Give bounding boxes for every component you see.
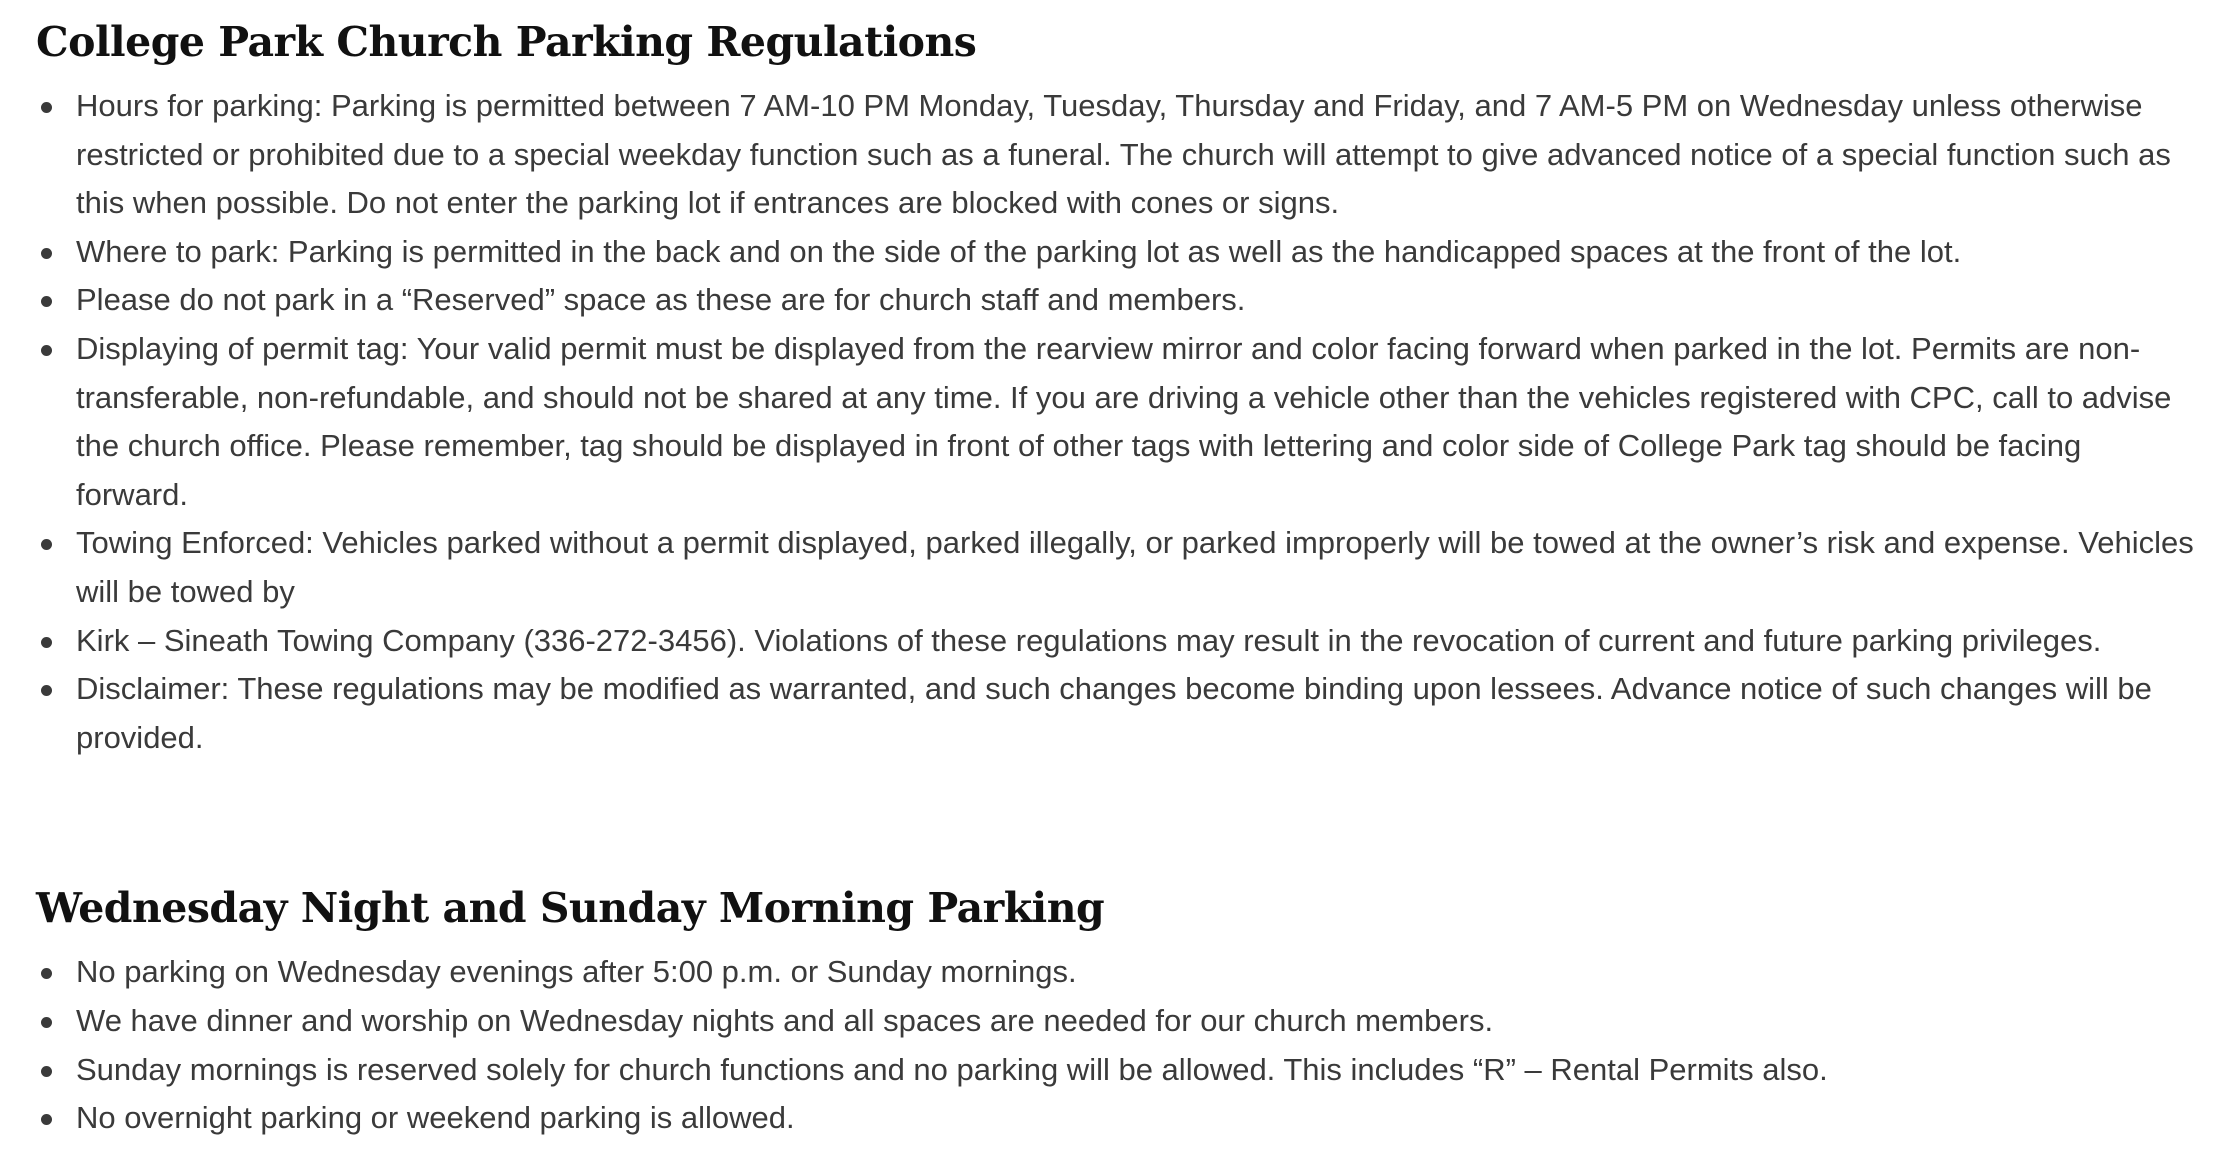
bullet-icon <box>41 1066 52 1077</box>
list-item <box>36 948 2196 997</box>
bullet-icon <box>41 637 52 648</box>
bullet-icon <box>41 1114 52 1125</box>
list-item <box>36 519 2196 616</box>
list-item-text: No parking on Wednesday evenings after 5:00 p.m. or Sunday mornings. <box>76 954 1077 990</box>
list-item-text: Towing Enforced: Vehicles parked without a permit displayed, parked illegally, or parked improperly will be towed at the owner’s risk and expense. Vehicles will be towed by <box>76 525 2194 609</box>
bullet-icon <box>41 296 52 307</box>
bullet-icon <box>41 968 52 979</box>
section-title-wednesday-sunday-parking: Wednesday Night and Sunday Morning Parking <box>36 884 1105 933</box>
bullet-icon <box>41 1017 52 1028</box>
list-item-text: We have dinner and worship on Wednesday nights and all spaces are needed for our church members. <box>76 1002 1494 1038</box>
list-item-text: Where to park: Parking is permitted in the back and on the side of the parking lot as well as the handicapped spaces at the front of the lot. <box>76 233 1962 269</box>
list-item <box>36 276 2196 325</box>
list-item-text: Sunday mornings is reserved solely for church functions and no parking will be allowed. This includes “R” – Rental Permits also. <box>76 1051 1828 1087</box>
list-item-text: Hours for parking: Parking is permitted between 7 AM-10 PM Monday, Tuesday, Thursday and Friday, and 7 AM-5 PM on Wednesday unless otherwise restricted or prohibited due to a special weekday function such as a funeral. The church will attempt to give advanced notice of a special function such as this when possible. Do not enter the parking lot if entrances are blocked with cones or signs. <box>76 88 2171 221</box>
list-item <box>36 228 2196 277</box>
list-item-text: Disclaimer: These regulations may be modified as warranted, and such changes become binding upon lessees. Advance notice of such changes will be provided. <box>76 671 2152 755</box>
list-item <box>36 617 2196 666</box>
section-title-parking-regulations: College Park Church Parking Regulations <box>36 18 977 66</box>
list-item-text: No overnight parking or weekend parking is allowed. <box>76 1100 795 1136</box>
list-item-text: Kirk – Sineath Towing Company (336-272-3456). Violations of these regulations may result in the revocation of current and future parking privileges. <box>76 622 2102 658</box>
list-item <box>36 82 2196 228</box>
list-item-text: Displaying of permit tag: Your valid permit must be displayed from the rearview mirror and color facing forward when parked in the lot. Permits are non-transferable, non-refundable, and should not be shared at any time. If you are driving a vehicle other than the vehicles registered with CPC, call to advise the church office. Please remember, tag should be displayed in front of other tags with lettering and color side of College Park tag should be facing forward. <box>76 330 2172 512</box>
list-item <box>36 325 2196 519</box>
bullet-icon <box>41 102 52 113</box>
bullet-icon <box>41 345 52 356</box>
bullet-icon <box>41 248 52 259</box>
list-item <box>36 1046 2196 1095</box>
bullet-icon <box>41 685 52 696</box>
wednesday-sunday-parking-list <box>36 948 2196 1142</box>
parking-regulations-section <box>36 14 2200 762</box>
bullet-icon <box>41 539 52 550</box>
list-item <box>36 665 2196 762</box>
list-item <box>36 1094 2196 1143</box>
list-item <box>36 997 2196 1046</box>
wednesday-sunday-parking-section <box>36 880 2200 1142</box>
list-item-text: Please do not park in a “Reserved” space as these are for church staff and members. <box>76 282 1246 318</box>
parking-regulations-list <box>36 82 2196 762</box>
